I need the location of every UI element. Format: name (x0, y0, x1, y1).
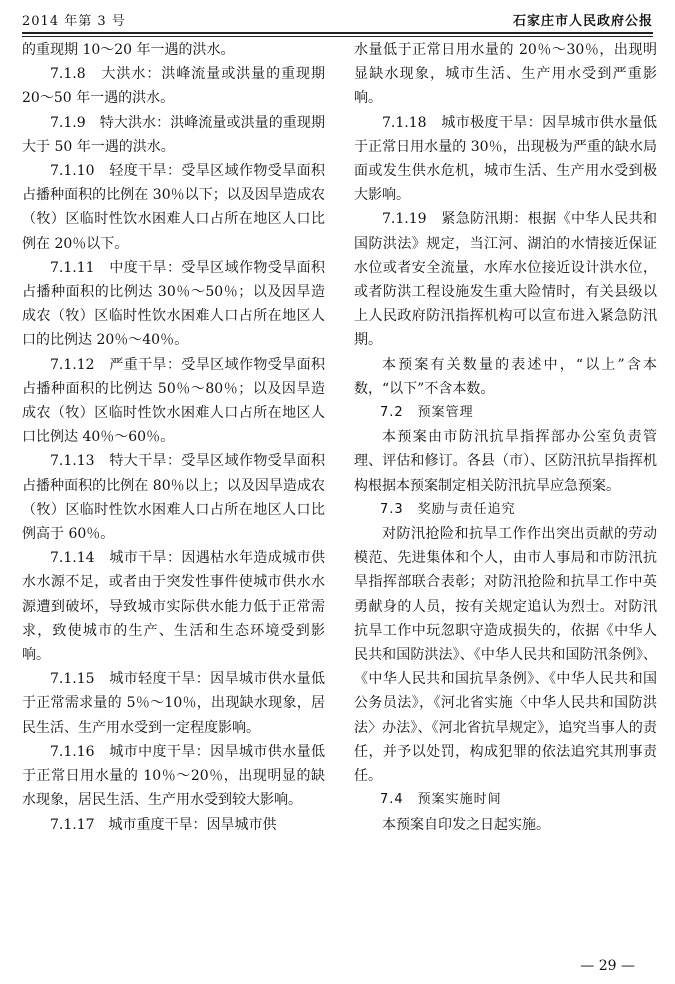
paragraph: 7.1.8 大洪水：洪峰流量或洪量的重现期 20～50 年一遇的洪水。 (22, 66, 325, 107)
paragraph: 7.1.15 城市轻度干旱：因旱城市供水量低于正常需求量的 5％～10％，出现缺水现象，居民生活、生产用水受到一定程度影响。 (22, 671, 325, 736)
paragraph: 7.1.18 城市极度干旱：因旱城市供水量低于正常日用水量的 30％，出现极为严重的缺水局面或发生供水危机，城市生活、生产用水受到极大影响。 (354, 114, 657, 204)
issue-label: 2014 年第 3 号 (22, 14, 126, 29)
paragraph: 7.1.9 特大洪水：洪峰流量或洪量的重现期大于 50 年一遇的洪水。 (22, 114, 325, 155)
paragraph: 本预案有关数量的表述中，“以上”含本数，“以下”不含本数。 (354, 356, 657, 397)
paragraph: 7.1.11 中度干旱：受旱区域作物受旱面积占播种面积的比例达 30％～50％；以及因旱造成农（牧）区临时性饮水困难人口占所在地区人口的比例达 20％～40％。 (22, 259, 325, 349)
paragraph: 本预案自印发之日起实施。 (382, 816, 550, 833)
paragraph: 7.1.13 特大干旱：受旱区域作物受旱面积占播种面积的比例在 80％以上；以及因旱造成农（牧）区临时性饮水困难人口占所在地区人口比例高于 60％。 (22, 453, 325, 543)
paragraph: 7.1.17 城市重度干旱：因旱城市供 (50, 816, 277, 833)
section-heading: 7.3 奖励与责任追究 (380, 501, 516, 517)
paragraph: 7.1.19 紧急防汛期：根据《中华人民共和国防洪法》规定，当江河、湖泊的水情接近保证水位或者安全流量，水库水位接近设计洪水位，或者防洪工程设施发生重大险情时，有关县级以上人民政府防汛指挥机构可以宣布进入紧急防汛期。 (354, 211, 657, 349)
paragraph: 7.1.12 严重干旱：受旱区域作物受旱面积占播种面积的比例达 50％～80％；以及因旱造成农（牧）区临时性饮水困难人口占所在地区人口比例达 40％～60％。 (22, 356, 325, 446)
paragraph: 7.1.10 轻度干旱：受旱区域作物受旱面积占播种面积的比例在 30％以下；以及因旱造成农（牧）区临时性饮水困难人口占所在地区人口比例在 20％以下。 (22, 163, 325, 252)
page-header (22, 6, 653, 34)
paragraph: 7.1.14 城市干旱：因遇枯水年造成城市供水水源不足，或者由于突发性事件使城市供水水源遭到破坏，导致城市实际供水能力低于正常需求，致使城市的生产、生活和生态环境受到影响。 (22, 550, 325, 664)
section-heading: 7.4 预案实施时间 (380, 792, 502, 808)
page-number: — 29 — (580, 958, 635, 974)
left-column (22, 38, 325, 837)
header-divider (22, 36, 653, 37)
paragraph: 本预案由市防汛抗旱指挥部办公室负责管理、评估和修订。各县（市）、区防汛抗旱指挥机构根据本预案制定相关防汛抗旱应急预案。 (354, 429, 657, 494)
paragraph: 水量低于正常日用水量的 20％～30％，出现明显缺水现象，城市生活、生产用水受到严重影响。 (354, 42, 657, 107)
paragraph: 对防汛抢险和抗旱工作作出突出贡献的劳动模范、先进集体和个人，由市人事局和市防汛抗旱指挥部联合表彰；对防汛抢险和抗旱工作中英勇献身的人员，按有关规定追认为烈士。对防汛抗旱工作中玩忽职守造成损失的，依据《中华人民共和国防洪法》、《中华人民共和国防汛条例》、《中华人民共和国抗旱条例》、《中华人民共和国公务员法》，《河北省实施〈中华人民共和国防洪法〉办法》、《河北省抗旱规定》，追究当事人的责任，并予以处罚，构成犯罪的依法追究其刑事责任。 (354, 526, 657, 785)
publication-title: 石家庄市人民政府公报 (512, 14, 653, 29)
paragraph: 7.1.16 城市中度干旱：因旱城市供水量低于正常日用水量的 10％～20％，出现明显的缺水现象，居民生活、生产用水受到较大影响。 (22, 743, 325, 809)
right-column (354, 38, 657, 837)
paragraph: 的重现期 10～20 年一遇的洪水。 (22, 42, 235, 58)
section-heading: 7.2 预案管理 (380, 405, 474, 421)
